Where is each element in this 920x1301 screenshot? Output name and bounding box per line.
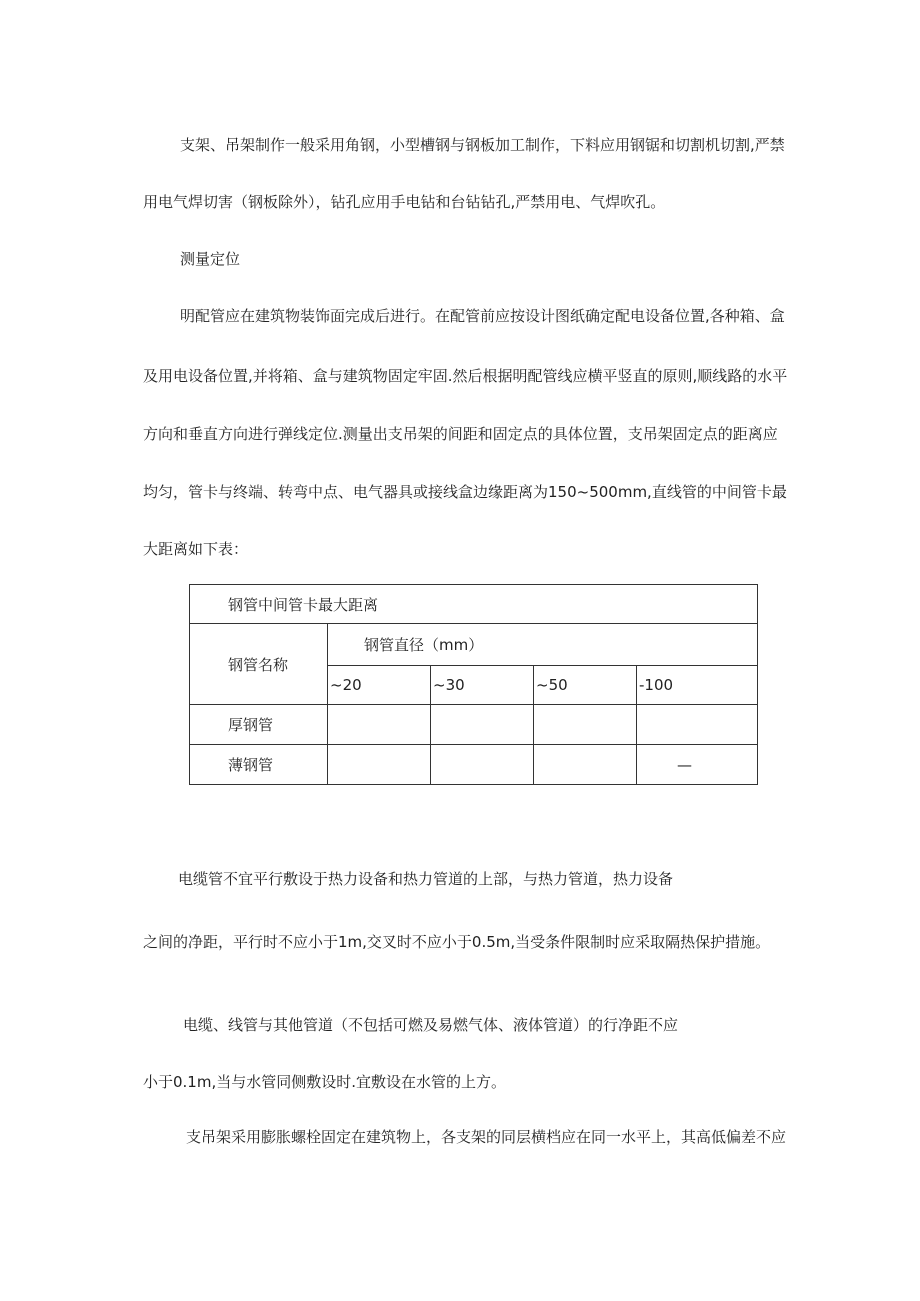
paragraph-line: 均匀，管卡与终端、转弯中点、电气器具或接线盒边缘距离为150~500mm,直线管的中间管卡最 (143, 483, 787, 501)
range-header: ~30 (431, 666, 534, 705)
paragraph-line: 小于0.1m,当与水管同侧敷设时.宜敷设在水管的上方。 (143, 1073, 507, 1091)
paragraph-line: 用电气焊切害（钢板除外），钻孔应用手电钻和台钻钻孔,严禁用电、气焊吹孔。 (143, 193, 666, 211)
pipe-diameter-header: 钢管直径（mm） (328, 624, 758, 666)
pipe-name-header: 钢管名称 (190, 624, 328, 705)
pipe-clamp-distance-table (189, 584, 758, 785)
paragraph-line: 电缆管不宜平行敷设于热力设备和热力管道的上部，与热力管道，热力设备 (178, 870, 674, 888)
row-label: 厚钢管 (190, 705, 328, 745)
row-label: 薄钢管 (190, 745, 328, 785)
table-cell (534, 705, 637, 745)
table-cell (328, 705, 431, 745)
paragraph-line: 之间的净距，平行时不应小于1m,交叉时不应小于0.5m,当受条件限制时应采取隔热保护措施。 (143, 933, 771, 951)
paragraph-line: 大距离如下表： (143, 540, 249, 558)
table-title: 钢管中间管卡最大距离 (190, 585, 758, 624)
paragraph-line: 明配管应在建筑物装饰面完成后进行。在配管前应按设计图纸确定配电设备位置,各种箱、盒 (180, 307, 785, 325)
paragraph-line: 电缆、线管与其他管道（不包括可燃及易燃气体、液体管道）的行净距不应 (183, 1016, 679, 1034)
paragraph-line: 方向和垂直方向进行弹线定位.测量出支吊架的间距和固定点的具体位置，支吊架固定点的距离应 (143, 425, 778, 443)
table-cell (534, 745, 637, 785)
table-row (190, 705, 758, 745)
table-cell (328, 745, 431, 785)
paragraph-line: 及用电设备位置,并将箱、盒与建筑物固定牢固.然后根据明配管线应横平竖直的原则,顺线路的水平 (143, 367, 788, 385)
dash-mark: — (677, 755, 692, 774)
table-cell (637, 745, 758, 785)
table-cell (637, 705, 758, 745)
paragraph-line: 支吊架采用膨胀螺栓固定在建筑物上，各支架的同层横档应在同一水平上，其高低偏差不应 (186, 1128, 787, 1146)
table-cell (431, 705, 534, 745)
range-header: ~50 (534, 666, 637, 705)
range-header: -100 (637, 666, 758, 705)
section-heading: 测量定位 (180, 250, 241, 268)
range-header: ~20 (328, 666, 431, 705)
table-cell (431, 745, 534, 785)
paragraph-line: 支架、吊架制作一般采用角钢，小型槽钢与钢板加工制作，下料应用钢锯和切割机切割,严禁 (180, 136, 785, 154)
table-row (190, 745, 758, 785)
